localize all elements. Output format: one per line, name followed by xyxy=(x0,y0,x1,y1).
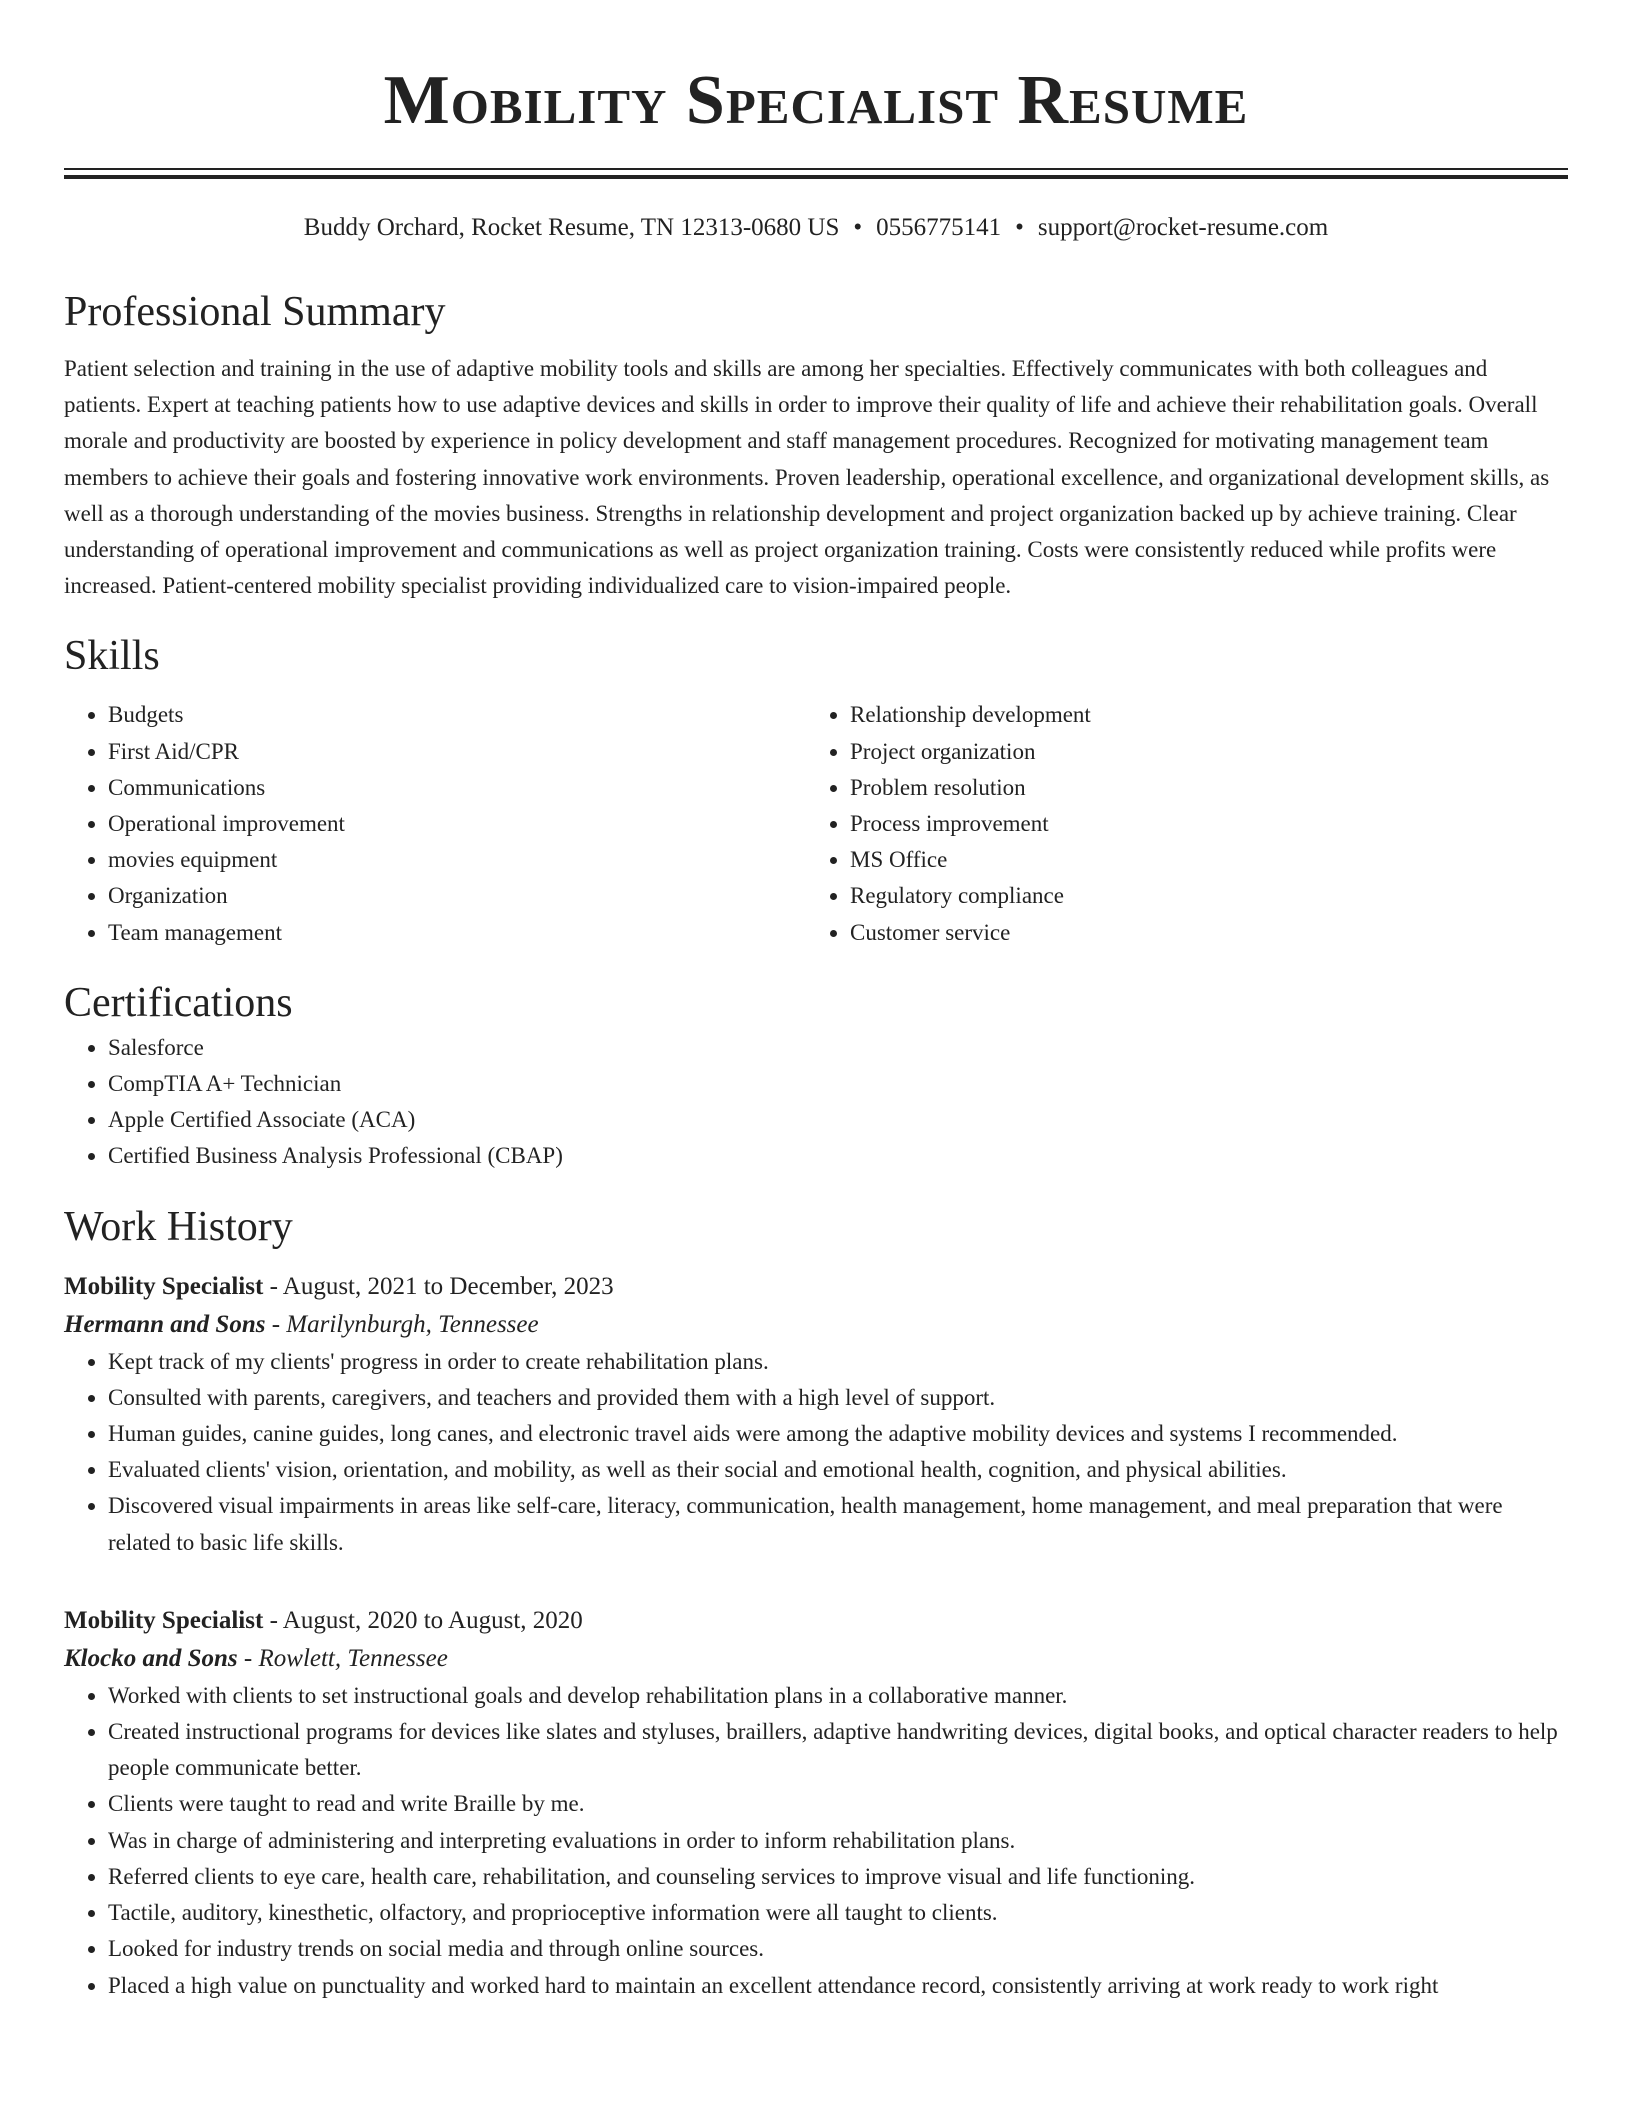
certifications-list xyxy=(64,1030,1568,1175)
job-duties-list xyxy=(64,1344,1568,1561)
employer-name: Hermann and Sons xyxy=(64,1310,266,1338)
skill-item: • movies equipment xyxy=(108,842,806,878)
employer-location: - Marilynburgh, Tennessee xyxy=(265,1310,539,1338)
job-duty-item: • Looked for industry trends on social media and through online sources. xyxy=(108,1931,1568,1967)
skills-column-right xyxy=(806,697,1548,950)
job-entry xyxy=(64,1602,1568,2004)
skill-item: • First Aid/CPR xyxy=(108,734,806,770)
job-duty-item: • Consulted with parents, caregivers, and teachers and provided them with a high level of support. xyxy=(108,1380,1568,1416)
job-duty-item: • Kept track of my clients' progress in order to create rehabilitation plans. xyxy=(108,1344,1568,1380)
job-duty-item: • Clients were taught to read and write Braille by me. xyxy=(108,1786,1568,1822)
contact-address: Buddy Orchard, Rocket Resume, TN 12313-0680 US xyxy=(303,214,840,241)
job-duty-item: • Was in charge of administering and interpreting evaluations in order to inform rehabilitation plans. xyxy=(108,1823,1568,1859)
title-double-rule xyxy=(64,168,1568,179)
job-title-line xyxy=(64,1602,1568,1640)
employer-name: Klocko and Sons xyxy=(64,1644,238,1672)
job-duty-item: • Created instructional programs for devices like slates and styluses, braillers, adaptive handwriting devices, digital books, and optical character readers to help people communicate better. xyxy=(108,1714,1568,1786)
job-duty-item: • Placed a high value on punctuality and worked hard to maintain an excellent attendance record, consistently arriving at work ready to work right xyxy=(108,1968,1568,2004)
skill-item: • Process improvement xyxy=(850,806,1548,842)
skills-column-left xyxy=(64,697,806,950)
job-duty-item: • Human guides, canine guides, long canes, and electronic travel aids were among the adaptive mobility devices and systems I recommended. xyxy=(108,1416,1568,1452)
certification-item: • Apple Certified Associate (ACA) xyxy=(108,1102,1568,1138)
employer-line xyxy=(64,1306,1568,1344)
contact-line xyxy=(64,211,1568,245)
job-entry xyxy=(64,1268,1568,1561)
employer-line xyxy=(64,1640,1568,1678)
employer-location: - Rowlett, Tennessee xyxy=(237,1644,448,1672)
skills-heading: Skills xyxy=(64,633,160,680)
skill-item: • Regulatory compliance xyxy=(850,878,1548,914)
certification-item: • CompTIA A+ Technician xyxy=(108,1066,1568,1102)
summary-heading: Professional Summary xyxy=(64,289,446,335)
contact-email[interactable]: support@rocket-resume.com xyxy=(1037,214,1329,241)
job-duty-item: • Discovered visual impairments in areas like self-care, literacy, communication, health management, home management, and meal preparation that were related to basic life skills. xyxy=(108,1488,1568,1560)
contact-separator: • xyxy=(853,214,863,241)
skills-grid xyxy=(64,697,1568,950)
skill-item: • Team management xyxy=(108,915,806,951)
summary-text: Patient selection and training in the use of adaptive mobility tools and skills are among her specialties. Effectively communicates with both colleagues and patients. Expert at teaching patients how to use adaptive devices and skills in order to improve their quality of life and achieve their rehabilitation goals. Overall morale and productivity are boosted by experience in policy development and staff management procedures. Recognized for motivating management team members to achieve their goals and fostering innovative work environments. Proven leadership, operational excellence, and organizational development skills, as well as a thorough understanding of the movies business. Strengths in relationship development and project organization backed up by achieve training. Clear understanding of operational improvement and communications as well as project organization training. Costs were consistently reduced while profits were increased. Patient-centered mobility specialist providing individualized care to vision-impaired people. xyxy=(64,356,1550,599)
contact-separator: • xyxy=(1015,214,1024,241)
contact-phone: 0556775141 xyxy=(876,214,1002,241)
skill-item: • MS Office xyxy=(850,842,1548,878)
skill-item: • Budgets xyxy=(108,697,806,733)
job-title: Mobility Specialist xyxy=(64,1272,264,1300)
job-title-line xyxy=(64,1268,1568,1306)
skill-item: • Problem resolution xyxy=(850,770,1548,806)
document-title: Mobility Specialist Resume xyxy=(383,62,1249,139)
job-duty-item: • Tactile, auditory, kinesthetic, olfactory, and proprioceptive information were all taught to clients. xyxy=(108,1895,1568,1931)
certification-item: • Certified Business Analysis Professional (CBAP) xyxy=(108,1138,1568,1174)
skill-item: • Organization xyxy=(108,878,806,914)
job-dates: - August, 2021 to December, 2023 xyxy=(263,1272,614,1300)
work-history-heading: Work History xyxy=(64,1203,293,1250)
skills-list-left xyxy=(64,697,806,950)
certifications-heading: Certifications xyxy=(64,979,293,1026)
job-duty-item: • Referred clients to eye care, health care, rehabilitation, and counseling services to improve visual and life functioning. xyxy=(108,1859,1568,1895)
job-dates: - August, 2020 to August, 2020 xyxy=(263,1606,583,1634)
job-duty-item: • Evaluated clients' vision, orientation, and mobility, as well as their social and emotional health, cognition, and physical abilities. xyxy=(108,1452,1568,1488)
job-duty-item: • Worked with clients to set instructional goals and develop rehabilitation plans in a collaborative manner. xyxy=(108,1678,1568,1714)
skill-item: • Customer service xyxy=(850,915,1548,951)
skills-list-right xyxy=(806,697,1548,950)
certification-item: • Salesforce xyxy=(108,1030,1568,1066)
job-duties-list xyxy=(64,1678,1568,2004)
skill-item: • Operational improvement xyxy=(108,806,806,842)
skill-item: • Communications xyxy=(108,770,806,806)
skill-item: • Relationship development xyxy=(850,697,1548,733)
skill-item: • Project organization xyxy=(850,734,1548,770)
job-title: Mobility Specialist xyxy=(64,1606,264,1634)
